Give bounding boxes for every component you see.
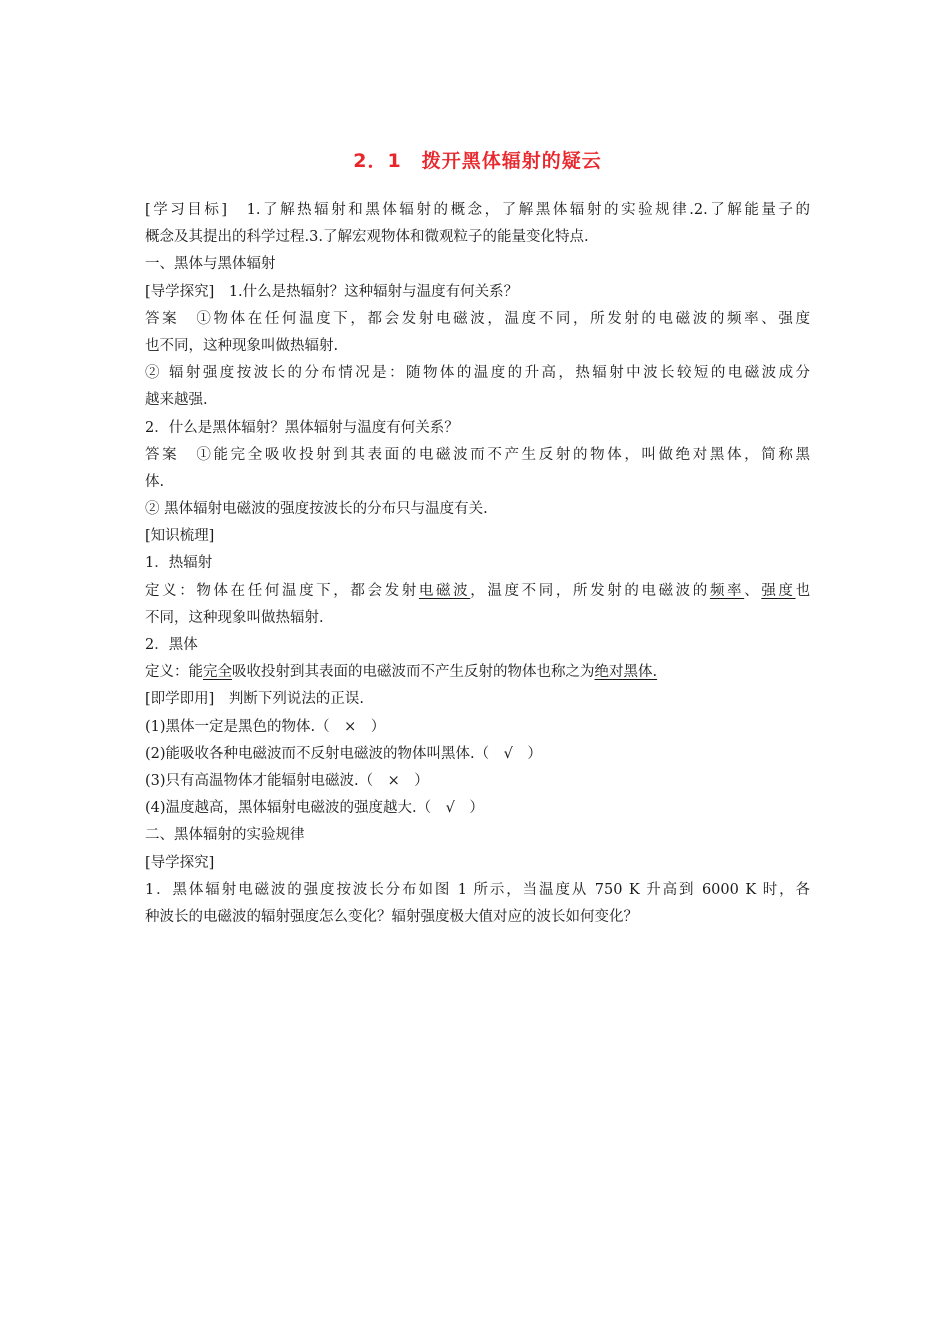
definition-text: ，温度不同，所发射的电磁波的 [470, 582, 710, 599]
answer-line: 越来越强. [145, 392, 208, 409]
definition-line: 不同，这种现象叫做热辐射. [145, 609, 324, 626]
question: 2．什么是黑体辐射？黑体辐射与温度有何关系？ [145, 419, 459, 436]
underlined-term: 电磁波 [418, 582, 471, 599]
practice-item: (4)温度越高，黑体辐射电磁波的强度越大.（ √ ） [145, 800, 484, 817]
answer-line: 答案 ①物体在任何温度下，都会发射电磁波，温度不同，所发射的电磁波的频率、强度 [145, 310, 810, 327]
practice-item: (2)能吸收各种电磁波而不反射电磁波的物体叫黑体.（ √ ） [145, 745, 542, 762]
definition-line [145, 659, 810, 686]
answer-line: ② 黑体辐射电磁波的强度按波长的分布只与温度有关. [145, 501, 488, 518]
underlined-term: 绝对黑体. [594, 664, 658, 681]
question-line: 种波长的电磁波的辐射强度怎么变化？辐射强度极大值对应的波长如何变化？ [145, 908, 638, 925]
practice-item: (1)黑体一定是黑色的物体.（ × ） [145, 718, 386, 735]
definition-text: 吸收投射到其表面的电磁波而不产生反射的物体也称之为 [232, 664, 595, 681]
definition-text: 、 [744, 582, 762, 599]
answer-line: 体. [145, 473, 165, 490]
explore-question: [导学探究] 1.什么是热辐射？这种辐射与温度有何关系？ [145, 283, 519, 300]
definition-text: 定义：能 [145, 664, 203, 681]
practice-heading: [即学即用] 判断下列说法的正误. [145, 691, 364, 708]
practice-item: (3)只有高温物体才能辐射电磁波.（ × ） [145, 772, 429, 789]
learning-goals-line: 概念及其提出的科学过程.3.了解宏观物体和微观粒子的能量变化特点. [145, 229, 589, 246]
knowledge-heading: [知识梳理] [145, 528, 215, 545]
answer-line: ② 辐射强度按波长的分布情况是：随物体的温度的升高，热辐射中波长较短的电磁波成分 [145, 365, 810, 382]
definition-text: 定义：物体在任何温度下，都会发射 [145, 582, 419, 599]
underlined-term: 强度 [761, 582, 796, 599]
definition-line [145, 578, 810, 605]
answer-line: 答案 ①能完全吸收投射到其表面的电磁波而不产生反射的物体，叫做绝对黑体，简称黑 [145, 446, 810, 463]
question-line: 1．黑体辐射电磁波的强度按波长分布如图 1 所示，当温度从 750 K 升高到 6000 K 时，各 [145, 881, 810, 898]
section-heading: 二、黑体辐射的实验规律 [145, 827, 305, 844]
learning-goals-line: [学习目标] 1.了解热辐射和黑体辐射的概念，了解黑体辐射的实验规律.2.了解能量子的 [145, 202, 810, 218]
underlined-term: 频率 [709, 582, 745, 599]
section-heading: 一、黑体与黑体辐射 [145, 256, 276, 273]
underlined-term: 完全 [203, 664, 232, 681]
document-title: 2．1 拨开黑体辐射的疑云 [353, 150, 602, 172]
explore-heading: [导学探究] [145, 854, 215, 871]
definition-text: 也 [795, 582, 810, 599]
knowledge-item: 2．黑体 [145, 637, 198, 653]
answer-line: 也不同，这种现象叫做热辐射. [145, 337, 339, 354]
document-body [145, 197, 810, 931]
knowledge-item: 1．热辐射 [145, 555, 213, 572]
